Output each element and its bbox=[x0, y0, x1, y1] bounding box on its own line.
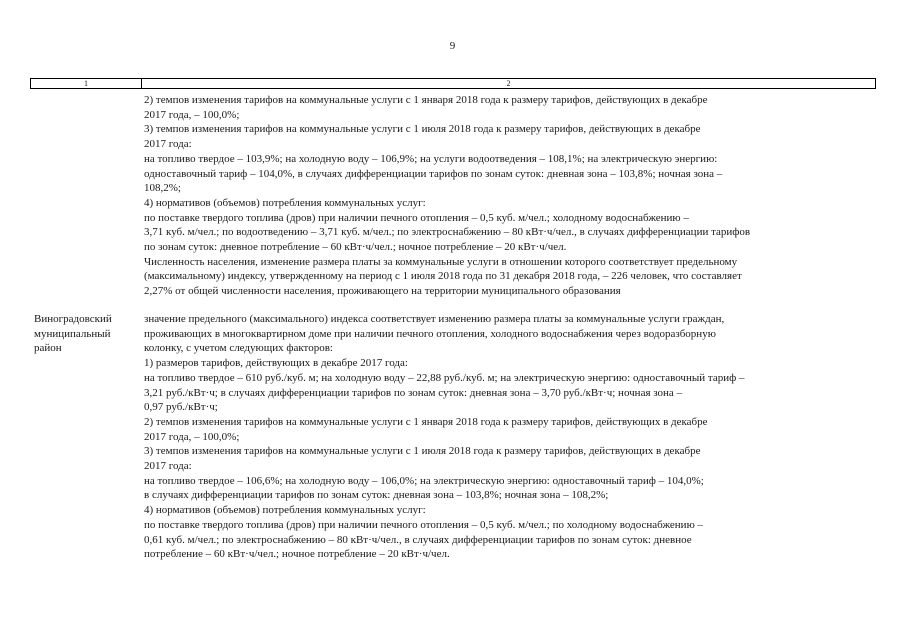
content-cell bbox=[144, 312, 860, 562]
text-line: 2017 года, – 100,0%; bbox=[144, 430, 240, 443]
district-name-line: муниципальный bbox=[34, 327, 111, 340]
text-line: 108,2%; bbox=[144, 182, 181, 195]
column-1-header: 1 bbox=[31, 79, 142, 88]
text-line: по поставке твердого топлива (дров) при наличии печного отопления – 0,5 куб. м/чел.; по холодному водоснабжению – bbox=[144, 518, 704, 531]
text-line: потребление – 60 кВт·ч/чел.; ночное потребление – 20 кВт·ч/чел. bbox=[144, 548, 450, 561]
text-line: 1) размеров тарифов, действующих в декабре 2017 года: bbox=[144, 357, 408, 370]
text-line: 3) темпов изменения тарифов на коммунальные услуги с 1 июля 2018 года к размеру тарифов, действующих в декабре bbox=[144, 445, 701, 458]
text-line: 2) темпов изменения тарифов на коммунальные услуги с 1 января 2018 года к размеру тарифов, действующих в декабре bbox=[144, 415, 708, 428]
text-line: Численность населения, изменение размера платы за коммунальные услуги в отношении которого соответствует предельному bbox=[144, 255, 738, 268]
text-line: 4) нормативов (объемов) потребления коммунальных услуг: bbox=[144, 504, 426, 517]
text-line: на топливо твердое – 106,6%; на холодную воду – 106,0%; на электрическую энергию: одноставочный тариф – 104,0%; bbox=[144, 474, 704, 487]
text-line: на топливо твердое – 103,9%; на холодную воду – 106,9%; на услуги водоотведения – 108,1%; на электрическую энергию: bbox=[144, 152, 718, 165]
text-line: проживающих в многоквартирном доме при наличии печного отопления, холодного водоснабжения через водоразборную bbox=[144, 327, 716, 340]
text-line: значение предельного (максимального) индекса соответствует изменению размера платы за коммунальные услуги граждан, bbox=[144, 313, 725, 325]
text-line: 2) темпов изменения тарифов на коммунальные услуги с 1 января 2018 года к размеру тарифов, действующих в декабре bbox=[144, 94, 708, 106]
column-2-header: 2 bbox=[506, 79, 511, 88]
page-number: 9 bbox=[449, 40, 456, 52]
text-line: (максимальному) индексу, утвержденному на период с 1 июля 2018 года по 31 декабря 2018 года, – 226 человек, что составляет bbox=[144, 270, 742, 283]
text-line: 2017 года, – 100,0%; bbox=[144, 108, 240, 121]
table-header-row bbox=[30, 78, 876, 89]
text-line: 3,21 руб./кВт·ч; в случаях дифференциации тарифов по зонам суток: дневная зона – 3,70 руб./кВт·ч; ночная зона – bbox=[144, 386, 683, 399]
text-line: по поставке твердого топлива (дров) при наличии печного отопления – 0,5 куб. м/чел.; холодному водоснабжению – bbox=[144, 211, 689, 224]
text-line: 2017 года: bbox=[144, 460, 192, 473]
district-cell bbox=[34, 312, 134, 356]
text-line: по зонам суток: дневное потребление – 60 кВт·ч/чел.; ночное потребление – 20 кВт·ч/чел. bbox=[144, 241, 567, 254]
text-line: одноставочный тариф – 104,0%, в случаях дифференциации тарифов по зонам суток: дневная зона – 103,8%; ночная зона – bbox=[144, 167, 723, 180]
district-name-line: район bbox=[34, 342, 62, 355]
text-line: 0,61 куб. м/чел.; по электроснабжению – 80 кВт·ч/чел., в случаях дифференциации тарифов по зонам суток: дневное bbox=[144, 533, 692, 546]
content-cell bbox=[144, 93, 860, 299]
text-line: 2017 года: bbox=[144, 138, 192, 151]
district-name-line: Виноградовский bbox=[34, 313, 112, 325]
text-line: колонку, с учетом следующих факторов: bbox=[144, 342, 333, 355]
text-line: в случаях дифференциации тарифов по зонам суток: дневная зона – 103,8%; ночная зона – 108,2%; bbox=[144, 489, 609, 502]
text-line: на топливо твердое – 610 руб./куб. м; на холодную воду – 22,88 руб./куб. м; на электрическую энергию: одноставочный тариф – bbox=[144, 371, 745, 384]
text-line: 3) темпов изменения тарифов на коммунальные услуги с 1 июля 2018 года к размеру тарифов, действующих в декабре bbox=[144, 123, 701, 136]
text-line: 0,97 руб./кВт·ч; bbox=[144, 401, 218, 414]
text-line: 4) нормативов (объемов) потребления коммунальных услуг: bbox=[144, 196, 426, 209]
text-line: 3,71 куб. м/чел.; по водоотведению – 3,71 куб. м/чел.; по электроснабжению – 80 кВт·ч/чел., в случаях дифференциации тарифов bbox=[144, 226, 751, 239]
text-line: 2,27% от общей численности населения, проживающего на территории муниципального образования bbox=[144, 285, 621, 298]
